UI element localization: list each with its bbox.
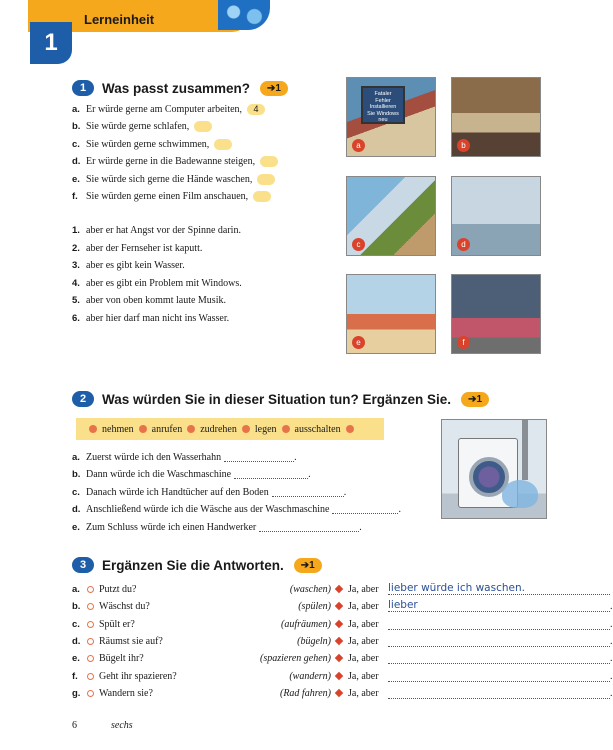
diamond-bullet-icon xyxy=(335,585,343,593)
question-text: Wäschst du? xyxy=(99,601,150,613)
answer-prefix: Ja, aber xyxy=(348,618,379,630)
section1-title: Was passt zusammen? xyxy=(102,80,251,96)
item-label: e. xyxy=(72,653,80,665)
sentence-text: Sie würden gerne einen Film anschauen, xyxy=(86,191,249,202)
picture-tag: d xyxy=(457,238,470,251)
picture-tag: f xyxy=(457,336,470,349)
circle-bullet-icon xyxy=(87,621,94,628)
picture-f xyxy=(451,274,541,354)
answer-blank[interactable]: 4 xyxy=(247,104,265,115)
word-bullet xyxy=(282,425,290,433)
sentence-text: Danach würde ich Handtücher auf den Boden xyxy=(86,486,269,498)
answer-line[interactable] xyxy=(234,470,308,479)
item-label: a. xyxy=(72,452,80,463)
clause-item xyxy=(72,225,241,236)
item-label: c. xyxy=(72,486,80,498)
item-label: e. xyxy=(72,521,80,533)
answer-prefix: Ja, aber xyxy=(348,653,379,665)
answer-line[interactable] xyxy=(388,669,610,682)
section1-heading xyxy=(72,80,288,96)
diamond-bullet-icon xyxy=(335,654,343,662)
answer-blank[interactable] xyxy=(214,139,232,150)
item-label: a. xyxy=(72,584,80,595)
circle-bullet-icon xyxy=(87,690,94,697)
answer-end: . xyxy=(610,618,613,630)
sentence-item xyxy=(72,104,265,115)
word-option: legen xyxy=(254,423,277,435)
fill-sentence xyxy=(72,522,362,533)
word-option: nehmen xyxy=(102,423,134,435)
clause-item xyxy=(72,278,242,289)
verb-hint: (Rad fahren) xyxy=(279,687,331,699)
sentence-text: Sie würde gerne schlafen, xyxy=(86,121,190,133)
section2-title: Was würden Sie in dieser Situation tun? Ergänzen Sie. xyxy=(102,391,452,407)
answer-line[interactable] xyxy=(388,651,610,664)
clause-item xyxy=(72,260,185,271)
answer-row xyxy=(72,618,613,633)
word-option: anrufen xyxy=(151,423,183,435)
answer-prefix: Ja, aber xyxy=(348,635,379,647)
answer-line[interactable] xyxy=(388,686,610,699)
item-label: c. xyxy=(72,618,80,630)
answer-end: . xyxy=(610,635,613,647)
item-label: f. xyxy=(72,191,78,202)
item-label: d. xyxy=(72,504,81,516)
question-text: Bügelt ihr? xyxy=(99,653,144,665)
fill-sentence xyxy=(72,452,297,463)
question-text: Spült er? xyxy=(99,618,135,630)
diamond-bullet-icon xyxy=(335,671,343,679)
unit-title: Lerneinheit xyxy=(84,12,155,27)
item-label: 1. xyxy=(72,225,80,236)
item-label: g. xyxy=(72,687,81,699)
clause-text: aber er hat Angst vor der Spinne darin. xyxy=(86,225,241,236)
answer-blank[interactable] xyxy=(260,156,278,167)
item-label: b. xyxy=(72,601,81,613)
clause-item xyxy=(72,313,229,324)
answer-end: . xyxy=(610,601,613,613)
sentence-text: Zum Schluss würde ich einen Handwerker xyxy=(86,521,257,533)
diamond-bullet-icon xyxy=(335,619,343,627)
water-splash xyxy=(502,480,538,508)
clause-item xyxy=(72,243,202,254)
item-label: d. xyxy=(72,635,81,647)
diamond-bullet-icon xyxy=(335,637,343,645)
circle-bullet-icon xyxy=(87,586,94,593)
answer-row xyxy=(72,599,613,615)
circle-bullet-icon xyxy=(87,673,94,680)
verb-hint: (waschen) xyxy=(289,584,331,595)
answer-blank[interactable] xyxy=(253,191,271,202)
item-label: 6. xyxy=(72,313,80,324)
word-box xyxy=(76,418,384,440)
sentence-end: . xyxy=(294,452,297,463)
sentence-item xyxy=(72,139,232,150)
fill-sentence xyxy=(72,504,401,515)
item-label: 4. xyxy=(72,277,80,289)
section2-number: 2 xyxy=(72,391,94,407)
section2-ref-badge: ➔1 xyxy=(461,392,489,407)
picture-tag: c xyxy=(352,238,365,251)
clause-text: aber es gibt kein Wasser. xyxy=(86,260,185,272)
verb-hint: (bügeln) xyxy=(297,635,331,647)
word-bullet xyxy=(89,425,97,433)
diamond-bullet-icon xyxy=(335,689,343,697)
answer-prefix: Ja, aber xyxy=(348,584,379,595)
word-bullet xyxy=(242,425,250,433)
clause-text: aber hier darf man nicht ins Wasser. xyxy=(86,313,230,324)
sentence-text: Er würde gerne in die Badewanne steigen, xyxy=(86,156,256,168)
sentence-end: . xyxy=(359,521,362,533)
word-bullet xyxy=(187,425,195,433)
question-text: Geht ihr spazieren? xyxy=(99,670,177,682)
sentence-item xyxy=(72,191,271,202)
picture-a xyxy=(346,77,436,157)
header-decoration xyxy=(218,0,270,30)
item-label: c. xyxy=(72,138,80,150)
circle-bullet-icon xyxy=(87,638,94,645)
section1-ref-badge: ➔1 xyxy=(260,81,288,96)
fill-sentence xyxy=(72,469,311,480)
answer-prefix: Ja, aber xyxy=(348,687,379,699)
item-label: 3. xyxy=(72,260,80,272)
circle-bullet-icon xyxy=(87,655,94,662)
answer-prefix: Ja, aber xyxy=(348,670,379,682)
diamond-bullet-icon xyxy=(335,602,343,610)
computer-screen: Fataler Fehler Installieren Sie Windows neu xyxy=(361,86,405,124)
verb-hint: (spazieren gehen) xyxy=(260,653,331,665)
item-label: b. xyxy=(72,121,81,133)
clause-text: aber der Fernseher ist kaputt. xyxy=(86,242,203,254)
sentence-text: Dann würde ich die Waschmaschine xyxy=(86,469,232,481)
section3-ref-badge: ➔1 xyxy=(294,558,322,573)
sentence-text: Er würde gerne am Computer arbeiten, xyxy=(86,104,243,115)
answer-line[interactable] xyxy=(259,523,359,532)
answer-line[interactable]: lieber würde ich waschen. xyxy=(388,582,610,595)
sentence-item xyxy=(72,156,278,167)
word-bullet xyxy=(346,425,354,433)
answer-end: . xyxy=(610,687,613,699)
verb-hint: (spülen) xyxy=(298,601,331,613)
question-text: Putzt du? xyxy=(99,584,137,595)
item-label: d. xyxy=(72,156,81,168)
sentence-text: Zuerst würde ich den Wasserhahn xyxy=(86,452,222,463)
clause-text: aber von oben kommt laute Musik. xyxy=(86,295,226,307)
item-label: 2. xyxy=(72,242,80,254)
answer-row xyxy=(72,635,613,650)
section3-title: Ergänzen Sie die Antworten. xyxy=(102,557,284,573)
answer-blank[interactable] xyxy=(257,174,275,185)
answer-end: . xyxy=(610,653,613,665)
answer-row xyxy=(72,653,613,667)
picture-b xyxy=(451,77,541,157)
picture-tag: b xyxy=(457,139,470,152)
picture-e xyxy=(346,274,436,354)
item-label: 5. xyxy=(72,295,80,307)
item-label: f. xyxy=(72,670,78,682)
section1-number: 1 xyxy=(72,80,94,96)
word-option: zudrehen xyxy=(200,423,237,435)
answer-row xyxy=(72,670,613,685)
washing-machine-picture xyxy=(441,419,547,519)
answer-row xyxy=(72,687,613,702)
verb-hint: (aufräumen) xyxy=(281,618,331,630)
item-label: a. xyxy=(72,104,80,115)
picture-d xyxy=(451,176,541,256)
clause-text: aber es gibt ein Problem mit Windows. xyxy=(86,277,242,289)
answer-end: . xyxy=(610,670,613,682)
section3-heading xyxy=(72,557,322,573)
page-word: sechs xyxy=(111,720,133,731)
answer-line[interactable] xyxy=(332,505,398,514)
sentence-text: Sie würde sich gerne die Hände waschen, xyxy=(86,173,253,185)
answer-line[interactable]: lieber xyxy=(388,599,610,612)
answer-line[interactable] xyxy=(388,617,610,630)
section3-number: 3 xyxy=(72,557,94,573)
circle-bullet-icon xyxy=(87,603,94,610)
answer-line[interactable] xyxy=(388,634,610,647)
question-text: Wandern sie? xyxy=(99,687,153,699)
unit-number-badge: 1 xyxy=(30,22,72,64)
sentence-item xyxy=(72,121,212,132)
word-bullet xyxy=(139,425,147,433)
section2-heading xyxy=(72,391,489,407)
answer-line[interactable] xyxy=(224,453,294,462)
sentence-text: Anschließend würde ich die Wäsche aus der Waschmaschine xyxy=(86,504,330,516)
picture-c xyxy=(346,176,436,256)
word-option: ausschalten xyxy=(294,423,341,435)
sentence-item xyxy=(72,174,275,185)
item-label: b. xyxy=(72,469,81,481)
sentence-end: . xyxy=(308,469,311,481)
answer-blank[interactable] xyxy=(194,121,212,132)
item-label: e. xyxy=(72,173,80,185)
sentence-text: Sie würden gerne schwimmen, xyxy=(86,138,210,150)
answer-row xyxy=(72,584,552,598)
verb-hint: (wandern) xyxy=(289,670,331,682)
clause-item xyxy=(72,295,226,306)
picture-tag: a xyxy=(352,139,365,152)
answer-prefix: Ja, aber xyxy=(348,601,379,613)
picture-tag: e xyxy=(352,336,365,349)
answer-line[interactable] xyxy=(272,488,344,497)
question-text: Räumst sie auf? xyxy=(99,635,163,647)
sentence-end: . xyxy=(398,504,401,516)
page-number: 6 xyxy=(72,720,77,731)
sentence-end: . xyxy=(343,486,347,498)
fill-sentence xyxy=(72,487,346,498)
